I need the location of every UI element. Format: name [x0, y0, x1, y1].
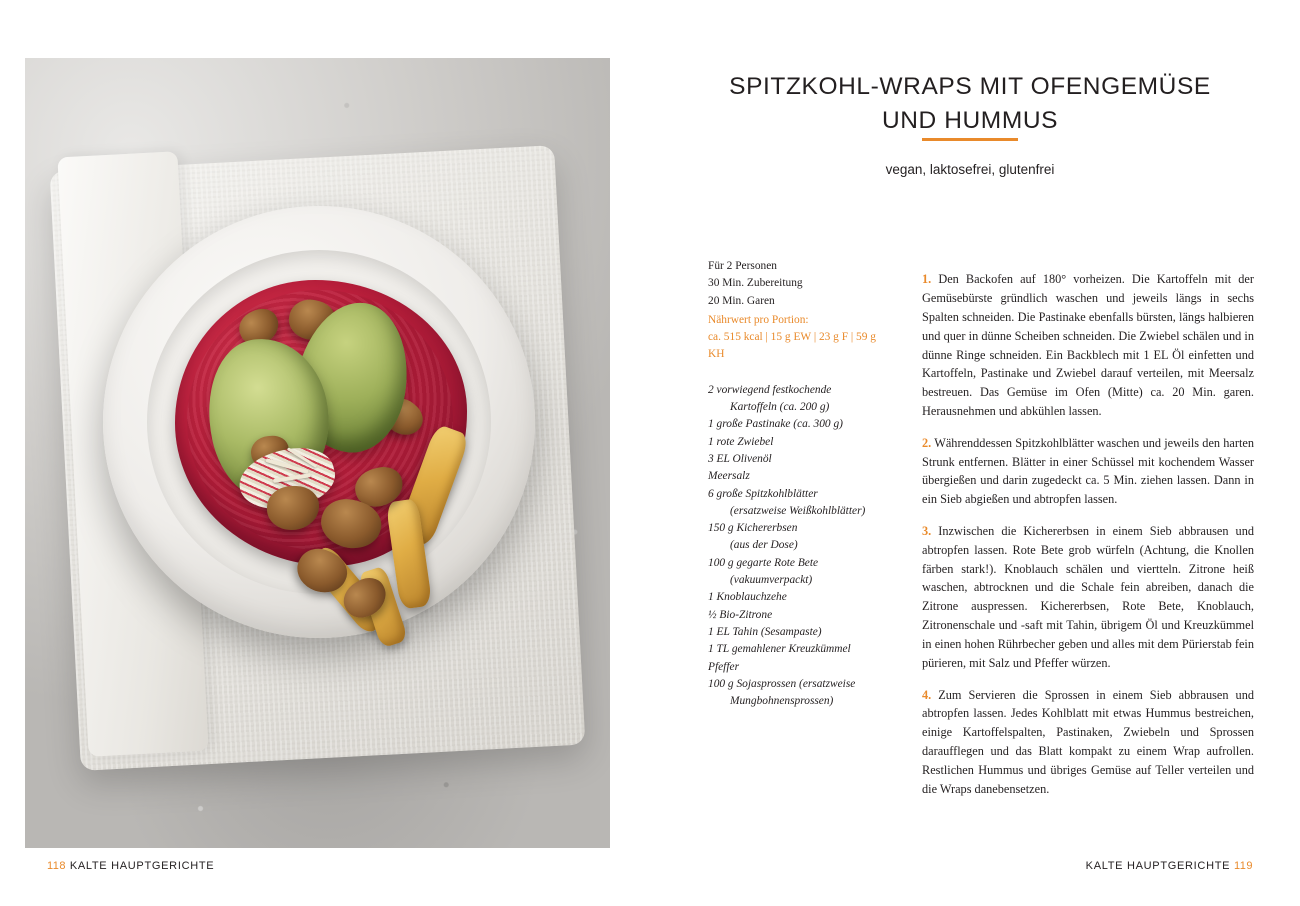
instruction-step — [922, 686, 1254, 799]
step-text: Den Backofen auf 180° vorheizen. Die Kartoffeln mit der Gemüsebürste gründlich waschen und jeweils längs in sechs Spalten schneiden. Die Pastinake ebenfalls bürsten, längs halbieren und quer in dünne Scheiben schneiden. Die Zwiebel schälen und in dünne Ringe schneiden. Ein Backblech mit 1 EL Öl einfetten und Kartoffeln, Pastinake und Zwiebel darauf verteilen, mit Meersalz bestreuen. Das Gemüse im Ofen (Mitte) ca. 20 Min. garen. Herausnehmen und abkühlen lassen. — [922, 272, 1254, 418]
step-number: 2. — [922, 435, 932, 450]
list-item: 1 EL Tahin (Sesampaste) — [708, 626, 822, 639]
diet-labels: vegan, laktosefrei, glutenfrei — [885, 162, 1055, 177]
list-item: (ersatzweise Weißkohlblätter) — [730, 504, 866, 517]
recipe-photo — [25, 58, 610, 848]
prep-time: 30 Min. Zubereitung — [708, 277, 803, 290]
list-item: 150 g Kichererbsen — [708, 522, 798, 535]
instruction-step — [922, 434, 1254, 509]
recipe-columns — [708, 258, 1268, 798]
page-number-left: 118 — [47, 860, 67, 872]
cook-time: 20 Min. Garen — [708, 294, 775, 307]
list-item: (vakuumverpackt) — [730, 574, 813, 587]
list-item: ½ Bio-Zitrone — [708, 608, 773, 621]
footer-right — [1086, 860, 1253, 872]
instruction-step — [922, 270, 1254, 421]
list-item: 100 g Sojasprossen (ersatzweise — [708, 678, 856, 691]
running-head-right: KALTE HAUPTGERICHTE — [1085, 860, 1231, 872]
running-head-left: KALTE HAUPTGERICHTE — [69, 860, 215, 872]
list-item: 6 große Spitzkohlblätter — [708, 487, 818, 500]
list-item: Mungbohnensprossen) — [730, 695, 834, 708]
step-number: 1. — [922, 272, 932, 287]
plate-inner — [147, 250, 491, 594]
list-item: 1 TL gemahlener Kreuzkümmel — [708, 643, 851, 656]
list-item: 100 g gegarte Rote Bete — [708, 556, 819, 569]
instructions-column — [922, 258, 1254, 798]
step-number: 4. — [922, 687, 932, 702]
list-item: (aus der Dose) — [730, 539, 798, 552]
photo-background — [25, 58, 610, 848]
footer-left — [47, 860, 214, 872]
servings: Für 2 Personen — [708, 260, 777, 272]
list-item: 2 vorwiegend festkochende — [708, 383, 832, 396]
list-item: 1 Knoblauchzehe — [708, 591, 787, 604]
list-item: Kartoffeln (ca. 200 g) — [730, 400, 830, 413]
plate — [103, 206, 535, 638]
ingredients-column — [708, 258, 894, 798]
list-item: Pfeffer — [708, 660, 739, 673]
step-text: Zum Servieren die Sprossen in einem Sieb abbrausen und abtropfen lassen. Jedes Kohlblatt mit etwas Hummus bestreichen, einige Kartoffelspalten, Pastinaken, Zwiebeln und Sprossen daraufflegen und das Blatt kompakt zu einem Wrap aufrollen. Restlichen Hummus und übriges Gemüse auf Teller verteilen und die Wraps danebensetzen. — [922, 687, 1254, 796]
list-item: 1 rote Zwiebel — [708, 435, 774, 448]
nutrition-label: Nährwert pro Portion: — [708, 313, 809, 326]
step-text: Inzwischen die Kichererbsen in einem Sieb abbrausen und abtropfen lassen. Rote Bete grob würfeln (Achtung, die Knollen färben stark!). Knoblauch schälen und viertteln. Zitrone heiß waschen, abtrocknen und die Schale fein abreiben, danach die Zitrone auspressen. Kichererbsen, Rote Bete, Knoblauch, Zitronenschale und -saft mit Tahin, übrigem Öl und Kreuzkümmel in einen hohen Rührbecher geben und alles mit dem Pürierstab fein pürieren, mit Salz und Pfeffer würzen. — [922, 524, 1255, 670]
page-number-right: 119 — [1233, 860, 1253, 872]
ingredients-list — [708, 382, 894, 711]
title-divider — [922, 138, 1018, 141]
step-text: Währenddessen Spitzkohlblätter waschen und jeweils den harten Strunk entfernen. Blätter in einer Schüssel mit kochendem Wasser übergießen und darin zugedeckt ca. 5 Min. ziehen lassen. Dann in ein Sieb abgießen und abtropfen lassen. — [922, 435, 1254, 507]
step-number: 3. — [922, 524, 932, 539]
list-item: 3 EL Olivenöl — [708, 452, 772, 465]
recipe-page — [660, 0, 1280, 906]
list-item: Meersalz — [708, 470, 750, 483]
page-title: SPITZKOHL-WRAPS MIT OFENGEMÜSE UND HUMMUS — [729, 73, 1211, 134]
nutrition-value: ca. 515 kcal | 15 g EW | 23 g F | 59 g KH — [708, 331, 876, 361]
instruction-step — [922, 522, 1254, 673]
list-item: 1 große Pastinake (ca. 300 g) — [708, 418, 843, 431]
